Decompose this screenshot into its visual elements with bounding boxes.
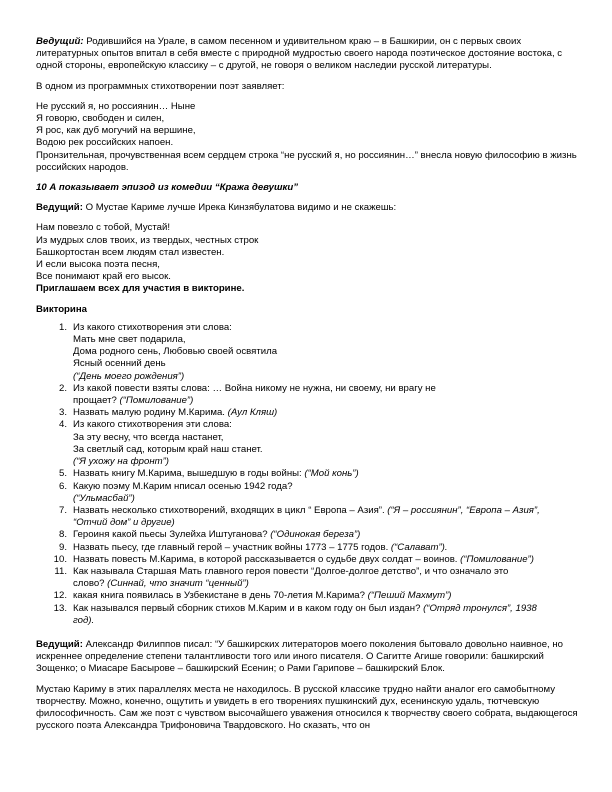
poem-line: Водою рек российских напоен. bbox=[36, 137, 174, 149]
scene-heading: 10 А показывает эпизод из комедии “Кража девушки” bbox=[36, 182, 298, 194]
quiz-item-line bbox=[73, 566, 584, 578]
quiz-answer: “Отчий дом” и другие) bbox=[73, 517, 175, 529]
quiz-answer: (“Ульмасбай”) bbox=[73, 492, 135, 504]
quiz-item-number: 2. bbox=[58, 382, 67, 394]
quiz-item bbox=[36, 407, 584, 419]
quiz-item-number: 9. bbox=[58, 541, 67, 553]
quiz-answer: (“Помилование”) bbox=[460, 553, 534, 565]
host-2-text: О Мустае Кариме лучше Ирека Кинзябулатова видимо и не скажешь: bbox=[82, 202, 397, 214]
quiz-question-text: Назвать книгу М.Карима, вышедшую в годы войны: bbox=[73, 468, 305, 480]
host-3-text: Александр Филиппов писал: “У башкирских литераторов моего поколения бытовало довольно наивное, но искреннее определение степени талантливости того или иного писателя. О Сагитте Агише говорили: башкирский Зощенко; о Миасаре Басырове – башкирский Есенин; о Рами Гарипове – башкирский Блок. bbox=[36, 638, 563, 675]
quiz-item-line bbox=[73, 529, 584, 541]
quiz-question-text: Дома родного сень, Любовью своей освятила bbox=[73, 346, 278, 358]
quiz-item-line bbox=[73, 517, 584, 529]
quiz-invitation: Приглашаем всех для участия в викторине. bbox=[36, 283, 245, 295]
speaker-label: Ведущий: bbox=[36, 638, 83, 650]
poem-1-comment: Пронзительная, прочувственная всем сердцем строка “не русский я, но россиянин…” внесла новую философию в жизнь российских народов. bbox=[36, 149, 577, 173]
quiz-list bbox=[36, 322, 584, 627]
quiz-item bbox=[36, 505, 584, 529]
quiz-question-text: Как назывался первый сборник стихов М.Карим и в каком году он был издан? bbox=[73, 602, 424, 614]
quiz-question-text: прощает? bbox=[73, 395, 120, 407]
quiz-item-line bbox=[73, 432, 584, 444]
quiz-question-text: Назвать малую родину М.Карима. bbox=[73, 407, 228, 419]
quiz-item-line bbox=[73, 481, 584, 493]
quiz-item-number: 8. bbox=[58, 529, 67, 541]
quiz-item-number: 1. bbox=[58, 321, 67, 333]
quiz-answer: (“Я ухожу на фронт”) bbox=[73, 456, 170, 468]
quiz-item-number: 3. bbox=[58, 407, 67, 419]
quiz-question-text: Из какого стихотворения эти слова: bbox=[73, 419, 232, 431]
quiz-question-text: Из какого стихотворения эти слова: bbox=[73, 321, 232, 333]
quiz-item bbox=[36, 383, 584, 407]
quiz-question-text: Мать мне свет подарила, bbox=[73, 334, 186, 346]
quiz-item-line bbox=[73, 554, 584, 566]
quiz-answer: (“Салават”). bbox=[390, 541, 448, 553]
quiz-item-number: 5. bbox=[58, 468, 67, 480]
quiz-question-text: Ясный осенний день bbox=[73, 358, 166, 370]
quiz-answer: (Аул Кляш) bbox=[227, 407, 278, 419]
quiz-item-number: 10. bbox=[53, 553, 67, 565]
quiz-title: Викторина bbox=[36, 303, 87, 315]
quiz-item-line bbox=[73, 578, 584, 590]
quiz-item bbox=[36, 603, 584, 627]
quiz-item-line bbox=[73, 346, 584, 358]
quiz-answer: год). bbox=[73, 614, 95, 626]
quiz-item-line bbox=[73, 603, 584, 615]
poem-line: Из мудрых слов твоих, из твердых, честных строк bbox=[36, 234, 259, 246]
quiz-item-line bbox=[73, 383, 584, 395]
quiz-item bbox=[36, 566, 584, 590]
quiz-question-text: Какую поэму М.Карим нписал осенью 1942 года? bbox=[73, 480, 293, 492]
quiz-item-line bbox=[73, 542, 584, 554]
quiz-answer: (Синнай, что значит “ценный”) bbox=[107, 578, 249, 590]
quiz-item-number: 12. bbox=[53, 590, 67, 602]
quiz-item bbox=[36, 322, 584, 383]
quiz-item-line bbox=[73, 322, 584, 334]
host-3-paragraph bbox=[36, 639, 584, 676]
poem-line: Я рос, как дуб могучий на вершине, bbox=[36, 125, 196, 137]
poem-line: Башкортостан всем людям стал известен. bbox=[36, 246, 225, 258]
document-page bbox=[36, 36, 584, 732]
statement-intro: В одном из программных стихотворении поэт заявляет: bbox=[36, 80, 285, 92]
quiz-item-number: 7. bbox=[58, 504, 67, 516]
quiz-item bbox=[36, 481, 584, 505]
quiz-item bbox=[36, 529, 584, 541]
quiz-item-line bbox=[73, 371, 584, 383]
speaker-label: Ведущий: bbox=[36, 36, 84, 47]
quiz-item-line bbox=[73, 615, 584, 627]
intro-paragraph bbox=[36, 36, 584, 73]
quiz-question-text: За эту весну, что всегда настанет, bbox=[73, 431, 224, 443]
quiz-item-line bbox=[73, 334, 584, 346]
poem-line: И если высока поэта песня, bbox=[36, 259, 160, 271]
quiz-answer: (“День моего рождения”) bbox=[73, 370, 185, 382]
intro-text: Родившийся на Урале, в самом песенном и удивительном краю – в Башкирии, он с первых своих литературных опытов впитал в себя вместе с природной мудростью своего народа поэтическое достояние востока, с одной стороны, европейскую классику – с другой, не говоря о великом наследии русской литературы. bbox=[36, 36, 563, 72]
quiz-question-text: слово? bbox=[73, 578, 108, 590]
quiz-item-line bbox=[73, 493, 584, 505]
quiz-item-line bbox=[73, 468, 584, 480]
quiz-item-number: 4. bbox=[58, 419, 67, 431]
quiz-item-number: 6. bbox=[58, 480, 67, 492]
poem-1 bbox=[36, 101, 584, 150]
quiz-item-line bbox=[73, 419, 584, 431]
quiz-item-line bbox=[73, 456, 584, 468]
quiz-answer: (“Помилование”) bbox=[119, 395, 194, 407]
quiz-item bbox=[36, 419, 584, 468]
quiz-item-line bbox=[73, 407, 584, 419]
poem-line: Нам повезло с тобой, Мустай! bbox=[36, 222, 171, 234]
quiz-question-text: Назвать повесть М.Карима, в которой рассказывается о судьбе двух солдат – воинов. bbox=[73, 553, 461, 565]
poem-line: Я говорю, свободен и силен, bbox=[36, 113, 165, 125]
quiz-item-line bbox=[73, 505, 584, 517]
poem-2 bbox=[36, 222, 584, 283]
quiz-item-number: 13. bbox=[53, 602, 67, 614]
quiz-item-number: 11. bbox=[54, 565, 67, 577]
quiz-answer: (“Мой конь”) bbox=[304, 468, 359, 480]
quiz-item bbox=[36, 468, 584, 480]
quiz-item-line bbox=[73, 444, 584, 456]
quiz-item-line bbox=[73, 395, 584, 407]
quiz-item-line bbox=[73, 358, 584, 370]
poem-line: Не русский я, но россиянин… Ныне bbox=[36, 100, 196, 112]
quiz-answer: (“Одинокая береза”) bbox=[270, 529, 361, 541]
quiz-item bbox=[36, 590, 584, 602]
quiz-question-text: За светлый сад, которым край наш станет. bbox=[73, 443, 263, 455]
quiz-answer: (“Я – россиянин”, “Европа – Азия”, bbox=[387, 504, 540, 516]
quiz-answer: (“Пеший Махмут”) bbox=[367, 590, 452, 602]
quiz-answer: (“Отряд тронулся”, 1938 bbox=[423, 602, 537, 614]
host-2-paragraph bbox=[36, 202, 584, 214]
closing-paragraph: Мустаю Кариму в этих параллелях места не находилось. В русской классике трудно найти аналог его самобытному творчеству. Можно, конечно, ощутить и увидеть в его творениях пушкинский дух, есенинскую удаль, тютчевскую философичность. Сам же поэт с чувством высочайшего уважения относился к творчеству своего собрата, выдающегося русского поэта Александра Трифоновича Твардовского. Но сказать, что он bbox=[36, 683, 578, 732]
quiz-question-text: Как называла Старшая Мать главного героя повести “Долгое-долгое детство”, и что означало это bbox=[73, 565, 509, 577]
speaker-label: Ведущий: bbox=[36, 202, 83, 214]
quiz-question-text: какая книга появилась в Узбекистане в день 70-летия М.Карима? bbox=[73, 590, 368, 602]
quiz-question-text: Назвать пьесу, где главный герой – участник войны 1773 – 1775 годов. bbox=[73, 541, 391, 553]
quiz-question-text: Назвать несколько стихотворений, входящих в цикл “ Европа – Азия”. bbox=[73, 504, 388, 516]
quiz-question-text: Из какой повести взяты слова: … Война никому не нужна, ни своему, ни врагу не bbox=[73, 382, 436, 394]
quiz-item bbox=[36, 554, 584, 566]
quiz-item bbox=[36, 542, 584, 554]
quiz-question-text: Героиня какой пьесы Зулейха Иштуганова? bbox=[73, 529, 271, 541]
poem-line: Все понимают край его высок. bbox=[36, 271, 171, 283]
quiz-item-line bbox=[73, 590, 584, 602]
